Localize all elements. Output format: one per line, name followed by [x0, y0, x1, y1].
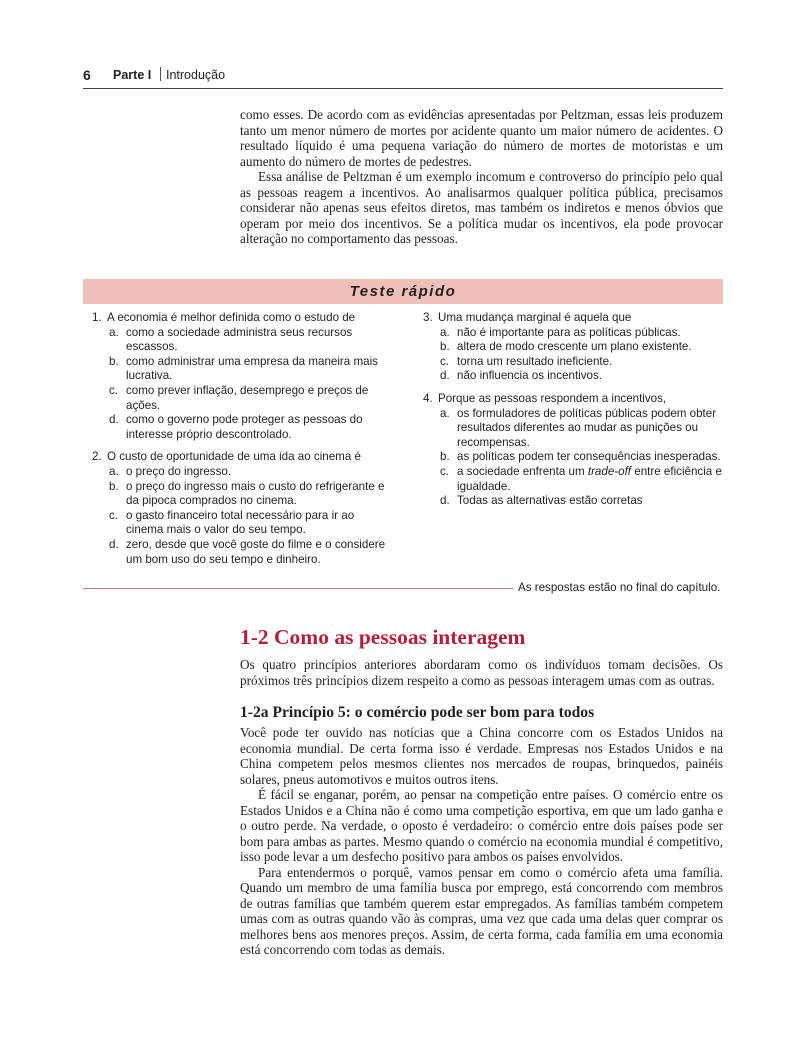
option-text-part: entre eficiência e igualdade. [457, 464, 722, 493]
option-letter: d. [109, 537, 119, 551]
quiz-title-band [83, 279, 723, 304]
header-separator [160, 67, 161, 81]
option-text: como prever inflação, desemprego e preços de ações. [126, 383, 369, 412]
page-number: 6 [83, 67, 91, 83]
option-text: os formuladores de políticas públicas podem obter resultados diferentes ao mudar as punições ou recompensas. [457, 406, 717, 449]
option-text: não é importante para as políticas públicas. [457, 325, 681, 339]
answers-note: As respostas estão no final do capítulo. [518, 581, 721, 594]
quiz-option [423, 465, 723, 494]
option-text [457, 465, 723, 494]
quiz-column-left [92, 311, 392, 575]
question-stem: Uma mudança marginal é aquela que [438, 311, 632, 324]
question-number: 3. [423, 311, 433, 324]
option-letter: c. [440, 354, 450, 368]
question-number: 1. [92, 311, 102, 324]
subsection-paragraph-2: É fácil se enganar, porém, ao pensar na competição entre países. O comércio entre os Estados Unidos e a China não é como uma competição esportiva, em que um lado ganha e o outro perde. Na verdade, o oposto é verdadeiro: o comércio entre dois países pode ser bom para ambas as partes. Mesmo quando o comércio na economia mundial é competitivo, isso pode levar a um desfecho positivo para ambos os países envolvidos. [240, 787, 723, 864]
quiz-option [423, 340, 723, 355]
option-letter: a. [109, 325, 119, 339]
quiz-question-1 [92, 311, 392, 442]
option-text: zero, desde que você goste do filme e o considere um bom uso do seu tempo e dinheiro. [126, 537, 386, 566]
quiz-option [92, 480, 392, 509]
question-stem: A economia é melhor definida como o estudo de [107, 311, 356, 324]
subsection-paragraph-1: Você pode ter ouvido nas notícias que a China concorre com os Estados Unidos na economia mundial. De certa forma isso é verdade. Empresas nos Estados Unidos e na China competem pelos mesmos clientes nos mercados de roupas, brinquedos, painéis solares, pneus automotivos e muitos outros itens. [240, 725, 723, 787]
quiz-question-2 [92, 450, 392, 567]
header-rule [83, 88, 723, 89]
option-letter: a. [440, 406, 450, 420]
option-letter: d. [109, 413, 119, 427]
option-letter: c. [440, 464, 450, 478]
option-text: como administrar uma empresa da maneira mais lucrativa. [126, 354, 378, 383]
option-text: como a sociedade administra seus recursos escassos. [126, 325, 353, 354]
quiz-option [423, 407, 723, 451]
option-letter: b. [440, 450, 450, 464]
quiz-question-3 [423, 311, 723, 384]
quiz-question-4 [423, 392, 723, 509]
quiz-option [92, 413, 392, 442]
option-letter: c. [109, 383, 119, 397]
option-letter: b. [109, 354, 119, 368]
subsection-heading: 1-2a Princípio 5: o comércio pode ser bom para todos [240, 704, 595, 721]
option-text: o gasto financeiro total necessário para ir ao cinema mais o valor do seu tempo. [126, 508, 355, 537]
intro-paragraph-2: Essa análise de Peltzman é um exemplo incomum e controverso do princípio pelo qual as pessoas reagem a incentivos. Ao analisarmos qualquer política pública, precisamos considerar não apenas seus efeitos diretos, mas também os indiretos e menos óbvios que operam por meio dos incentivos. Se a política mudar os incentivos, ela pode provocar alteração no comportamento das pessoas. [240, 169, 723, 246]
quiz-option [92, 355, 392, 384]
section-intro [240, 657, 723, 688]
option-text-part: a sociedade enfrenta um [457, 464, 588, 478]
question-stem: Porque as pessoas respondem a incentivos, [438, 391, 667, 405]
option-letter: d. [440, 369, 450, 383]
question-stem: O custo de oportunidade de uma ida ao cinema é [107, 450, 361, 464]
option-text: altera de modo crescente um plano existente. [457, 340, 692, 354]
part-label: Parte I [113, 68, 152, 82]
intro-paragraph-1: como esses. De acordo com as evidências apresentadas por Peltzman, essas leis produzem tanto um menor número de mortes por acidente quanto um maior número de acidentes. O resultado líquido é uma pequena variação do número de mortes de motoristas e um aumento do número de mortes de pedestres. [240, 107, 723, 169]
quiz-option [92, 326, 392, 355]
option-text: não influencia os incentivos. [457, 369, 603, 383]
option-text: torna um resultado ineficiente. [457, 354, 613, 368]
subsection-paragraph-3: Para entendermos o porquê, vamos pensar em como o comércio afeta uma família. Quando um membro de uma família busca por emprego, está concorrendo com membros de outras famílias que também querem estar empregados. As famílias também competem umas com as outras quando vão às compras, uma vez que cada uma delas quer comprar os melhores bens aos menores preços. Assim, de certa forma, cada família em uma economia está concorrendo com todas as demais. [240, 864, 723, 957]
quiz-option [423, 326, 723, 341]
option-letter: b. [440, 340, 450, 354]
section-heading: 1-2 Como as pessoas interagem [240, 625, 526, 649]
option-text: o preço do ingresso mais o custo do refrigerante e da pipoca comprados no cinema. [126, 479, 385, 508]
quiz-option [423, 494, 723, 509]
option-text: Todas as alternativas estão corretas [457, 494, 643, 508]
option-letter: d. [440, 494, 450, 508]
quiz-option [423, 450, 723, 465]
option-text-emphasis: trade-off [587, 464, 632, 478]
quiz-column-right [423, 311, 723, 517]
question-number: 2. [92, 450, 102, 464]
subsection-text [240, 725, 723, 958]
quiz-title: Teste rápido [349, 283, 457, 300]
option-letter: a. [440, 325, 450, 339]
option-letter: c. [109, 508, 119, 522]
option-letter: a. [109, 464, 119, 478]
option-letter: b. [109, 479, 119, 493]
quiz-option [423, 369, 723, 384]
answers-rule [83, 588, 513, 589]
quiz-option [92, 384, 392, 413]
option-text: as políticas podem ter consequências inesperadas. [457, 450, 721, 464]
question-number: 4. [423, 391, 433, 405]
quiz-option [92, 538, 392, 567]
option-text: o preço do ingresso. [126, 464, 232, 478]
section-intro-paragraph: Os quatro princípios anteriores abordaram como os indivíduos tomam decisões. Os próximos três princípios dizem respeito a como as pessoas interagem umas com as outras. [240, 657, 723, 688]
quiz-option [92, 465, 392, 480]
running-header [83, 67, 723, 87]
quiz-option [92, 509, 392, 538]
option-text: como o governo pode proteger as pessoas do interesse próprio descontrolado. [126, 413, 363, 441]
intro-text [240, 107, 723, 247]
quiz-option [423, 355, 723, 370]
section-label: Introdução [166, 68, 226, 82]
